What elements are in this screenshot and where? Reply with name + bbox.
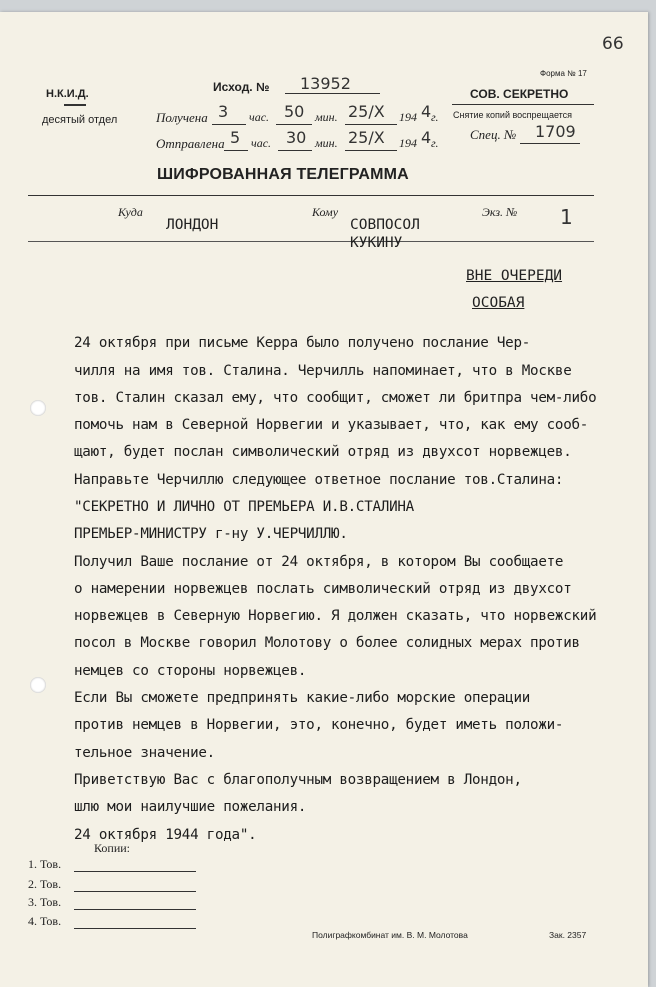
page-number: 66 [602,34,624,54]
copy-recipient-3: 3. Тов. [28,895,62,909]
received-minute-unit: мин. [315,110,338,124]
priority-line-2: ОСОБАЯ [472,295,525,311]
copy-recipient-4: 4. Тов. [28,914,62,928]
outgoing-number: 13952 [300,74,351,93]
body-line: Направьте Черчиллю следующее ответное послание тов.Сталина: [74,472,564,488]
body-line: посол в Москве говорил Молотову о более солидных мерах против [74,635,580,651]
received-year-unit: г. [431,110,439,124]
sent-year-prefix: 194 [399,136,417,150]
copy-recipient-1: 1. Тов. [28,857,62,871]
document-title: ШИФРОВАННАЯ ТЕЛЕГРАММА [157,166,409,183]
to-value: СОВПОСОЛ [350,217,420,233]
copy-recipient-3-line [74,909,196,910]
punch-hole-bottom [30,677,46,693]
where-label: Куда [118,205,143,219]
copy-recipient-1-line [74,871,196,872]
body-line: тов. Сталин сказал ему, что сообщит, сможет ли бритпра чем-либо [74,390,597,406]
sent-year-unit: г. [431,136,439,150]
copy-recipient-4-line [74,928,196,929]
body-line: о намерении норвежцев послать символический отряд из двухсот [74,581,572,597]
to-value-2: КУКИНУ [350,235,403,251]
sent-minute-unit: мин. [315,136,338,150]
priority-line-1: ВНЕ ОЧЕРЕДИ [466,268,563,284]
sent-date-line [345,150,397,151]
body-line: Получил Ваше послание от 24 октября, в котором Вы сообщаете [74,554,564,570]
body-line: норвежцев в Северную Норвегию. Я должен сказать, что норвежский [74,608,597,624]
sent-date: 25/X [348,128,385,147]
copy-warning: Снятие копий воспрещается [453,110,573,120]
special-label: Спец. № [470,127,517,142]
received-date-line [345,124,397,125]
special-number-line [520,143,580,144]
body-line: 24 октября 1944 года". [74,827,257,843]
sent-hour: 5 [230,128,241,147]
copy-label: Экз. № [482,205,518,219]
sent-minute: 30 [286,128,307,147]
copy-recipient-2-line [74,891,196,892]
outgoing-label: Исход. № [213,80,270,94]
received-hour: 3 [218,102,229,121]
outgoing-number-line [285,93,380,94]
sent-hour-line [224,150,248,151]
received-hour-line [212,124,246,125]
received-minute-line [276,124,312,125]
classification-rule [452,104,594,105]
printer-label: Полиграфкомбинат им. В. М. Молотова [312,930,468,940]
body-line: помочь нам в Северной Норвегии и указывает, что, как ему сооб- [74,417,589,433]
to-label: Кому [312,205,339,219]
sent-minute-line [278,150,312,151]
received-date: 25/X [348,102,385,121]
received-minute: 50 [284,102,305,121]
department-label: десятый отдел [42,114,118,126]
form-label: Форма № 17 [540,69,587,78]
received-label: Получена [156,110,208,125]
body-line: щают, будет послан символический отряд из двухсот норвежцев. [74,444,572,460]
copy-recipient-2: 2. Тов. [28,877,62,891]
special-number: 1709 [535,122,576,141]
sent-label: Отправлена [156,136,225,151]
body-line: чилля на имя тов. Сталина. Черчилль напоминает, что в Москве [74,363,572,379]
received-year-prefix: 194 [399,110,417,124]
body-line: шлю мои наилучшие пожелания. [74,799,307,815]
body-line: Приветствую Вас с благополучным возвращением в Лондон, [74,772,522,788]
body-line: Если Вы сможете предпринять какие-либо морские операции [74,690,531,706]
sent-year-digit: 4 [421,128,432,147]
body-line: немцев со стороны норвежцев. [74,663,307,679]
body-line: против немцев в Норвегии, это, конечно, будет иметь положи- [74,717,564,733]
received-hour-unit: час. [249,110,270,124]
telegram-sheet [0,12,648,987]
title-rule [28,195,594,196]
punch-hole-top [30,400,46,416]
body-line: ПРЕМЬЕР-МИНИСТРУ г-ну У.ЧЕРЧИЛЛЮ. [74,526,348,542]
nkid-label: Н.К.И.Д. [46,88,89,100]
body-line: 24 октября при письме Керра было получено послание Чер- [74,335,531,351]
where-value: ЛОНДОН [166,217,219,233]
body-line: тельное значение. [74,745,215,761]
body-line: "СЕКРЕТНО И ЛИЧНО ОТ ПРЕМЬЕРА И.В.СТАЛИНА [74,499,414,515]
order-label: Зак. 2357 [549,930,587,940]
copy-value: 1 [560,205,573,229]
nkid-dash [64,104,86,106]
address-rule [28,241,594,242]
sent-hour-unit: час. [251,136,272,150]
received-year-digit: 4 [421,102,432,121]
copies-label: Копии: [94,841,131,855]
classification-label: СОВ. СЕКРЕТНО [470,87,569,101]
